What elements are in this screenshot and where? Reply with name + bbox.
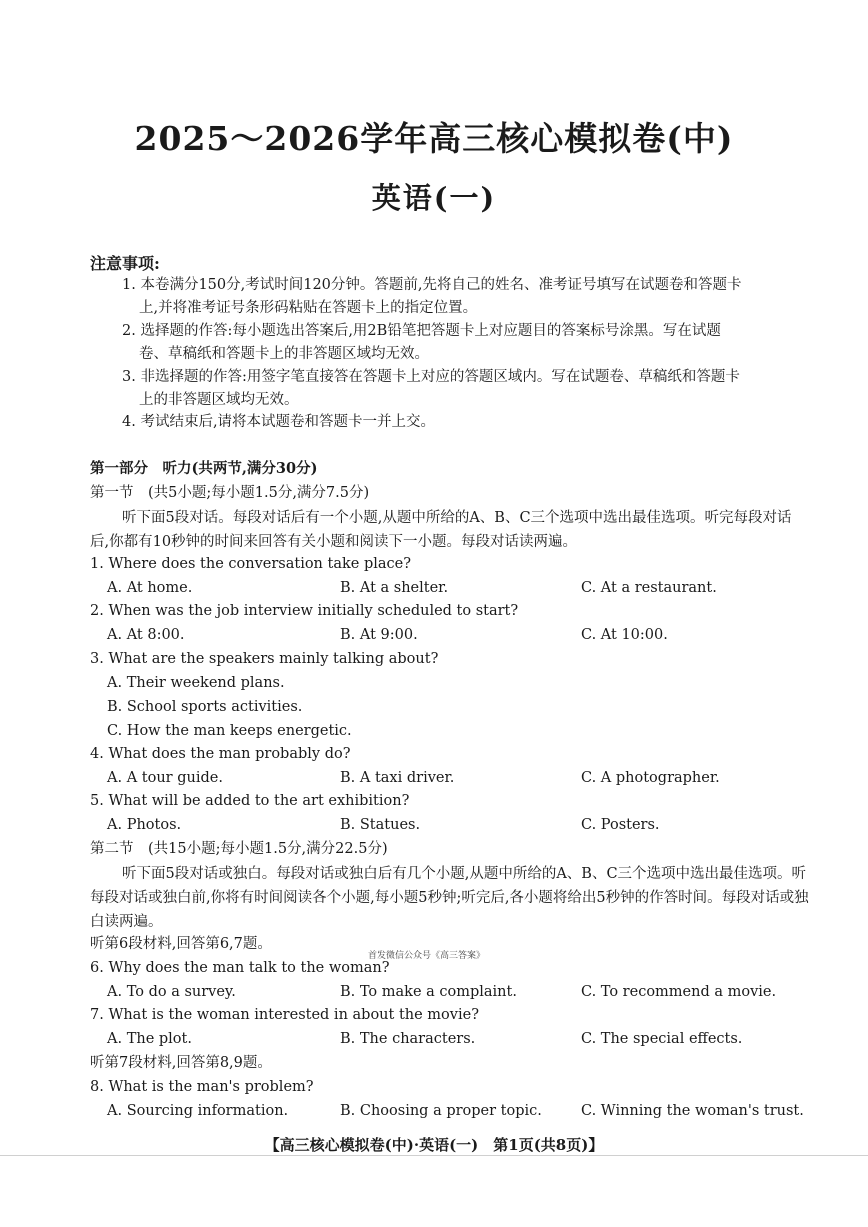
question-3: 3. What are the speakers mainly talking about? <box>90 651 439 667</box>
question-6: 6. Why does the man talk to the woman? <box>90 960 390 976</box>
q4-option-a: A. A tour guide. <box>107 770 223 786</box>
section1-heading: 第一节 (共5小题;每小题1.5分,满分7.5分) <box>90 485 370 501</box>
section2-instructions: 听下面5段对话或独白。每段对话或独白后有几个小题,从题中所给的A、B、C三个选项中选出最佳选项。听每段对话或独白前,你将有时间阅读各个小题,每小题5秒钟;听完后,各小题将给出5秒钟的作答时间。每段对话或独白读两遍。 <box>90 866 809 930</box>
question-1: 1. Where does the conversation take place? <box>90 556 411 572</box>
exam-subject: 英语(一) <box>371 181 497 215</box>
notice-item-2 <box>122 320 812 366</box>
q3-option-a: A. Their weekend plans. <box>107 675 285 691</box>
q8-option-c: C. Winning the woman's trust. <box>581 1103 804 1119</box>
q5-option-c: C. Posters. <box>581 817 660 833</box>
section1-instructions: 听下面5段对话。每段对话后有一个小题,从题中所给的A、B、C三个选项中选出最佳选项。听完每段对话后,你都有10秒钟的时间来回答有关小题和阅读下一小题。每段对话读两遍。 <box>90 510 792 550</box>
notice-item-2-first: 2. 选择题的作答:每小题选出答案后,用2B铅笔把答题卡上对应题目的答案标号涂黑。写在试题 <box>122 323 721 339</box>
q2-option-a: A. At 8:00. <box>107 627 185 643</box>
q7-option-b: B. The characters. <box>340 1031 476 1047</box>
q2-option-c: C. At 10:00. <box>581 627 668 643</box>
watermark-text: 首发微信公众号《高三答案》 <box>368 951 486 961</box>
section2-heading: 第二节 (共15小题;每小题1.5分,满分22.5分) <box>90 841 388 857</box>
q4-option-c: C. A photographer. <box>581 770 720 786</box>
q7-option-c: C. The special effects. <box>581 1031 743 1047</box>
q1-option-b: B. At a shelter. <box>340 580 449 596</box>
q6-option-c: C. To recommend a movie. <box>581 984 777 1000</box>
q4-option-b: B. A taxi driver. <box>340 770 455 786</box>
q1-option-a: A. At home. <box>107 580 193 596</box>
notice-item-4 <box>122 411 812 434</box>
question-5: 5. What will be added to the art exhibition? <box>90 793 410 809</box>
notice-item-4-first: 4. 考试结束后,请将本试题卷和答题卡一并上交。 <box>122 414 436 430</box>
q3-option-c: C. How the man keeps energetic. <box>107 723 352 739</box>
exam-title: 2025～2026学年高三核心模拟卷(中) <box>134 119 734 158</box>
notice-item-1-first: 1. 本卷满分150分,考试时间120分钟。答题前,先将自己的姓名、准考证号填写在试题卷和答题卡 <box>122 277 742 293</box>
q6-option-a: A. To do a survey. <box>107 984 236 1000</box>
q1-option-c: C. At a restaurant. <box>581 580 717 596</box>
question-7: 7. What is the woman interested in about the movie? <box>90 1007 479 1023</box>
q5-option-b: B. Statues. <box>340 817 421 833</box>
q5-option-a: A. Photos. <box>107 817 182 833</box>
footer-divider <box>0 1155 868 1156</box>
notice-heading: 注意事项: <box>90 254 160 273</box>
q6-option-b: B. To make a complaint. <box>340 984 517 1000</box>
material-7-note: 听第7段材料,回答第8,9题。 <box>90 1055 272 1071</box>
notice-item-1-rest: 上,并将准考证号条形码粘贴在答题卡上的指定位置。 <box>139 300 478 316</box>
question-4: 4. What does the man probably do? <box>90 746 351 762</box>
q3-option-b: B. School sports activities. <box>107 699 303 715</box>
part1-heading: 第一部分 听力(共两节,满分30分) <box>90 460 318 477</box>
question-8: 8. What is the man's problem? <box>90 1079 314 1095</box>
q8-option-b: B. Choosing a proper topic. <box>340 1103 542 1119</box>
notice-item-2-rest: 卷、草稿纸和答题卡上的非答题区域均无效。 <box>139 346 429 362</box>
notice-item-3-rest: 上的非答题区域均无效。 <box>139 392 299 408</box>
q8-option-a: A. Sourcing information. <box>107 1103 289 1119</box>
notice-item-3-first: 3. 非选择题的作答:用签字笔直接答在答题卡上对应的答题区域内。写在试题卷、草稿纸和答题卡 <box>122 369 740 385</box>
page-footer: 【高三核心模拟卷(中)·英语(一) 第1页(共8页)】 <box>264 1136 604 1154</box>
question-2: 2. When was the job interview initially scheduled to start? <box>90 603 519 619</box>
notice-item-1 <box>122 274 812 320</box>
q2-option-b: B. At 9:00. <box>340 627 418 643</box>
material-6-note: 听第6段材料,回答第6,7题。 <box>90 936 272 952</box>
q7-option-a: A. The plot. <box>107 1031 192 1047</box>
notice-item-3 <box>122 366 812 412</box>
